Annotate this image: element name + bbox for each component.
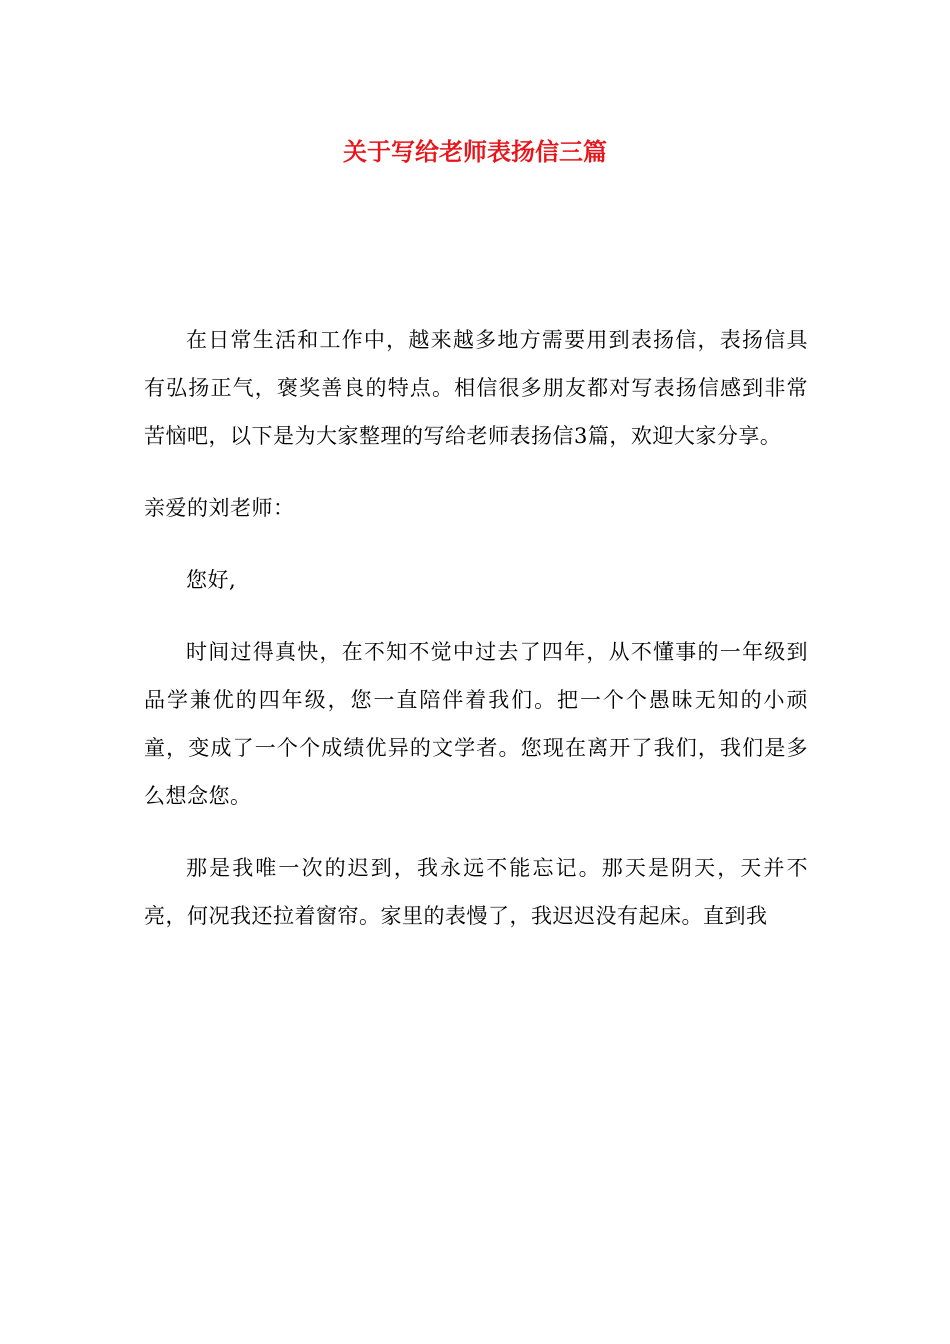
document-body bbox=[144, 316, 808, 964]
greeting: 您好, bbox=[186, 568, 237, 592]
salutation: 亲爱的刘老师： bbox=[144, 496, 295, 520]
intro-paragraph: 在日常生活和工作中，越来越多地方需要用到表扬信，表扬信具有弘扬正气，褒奖善良的特点。相信很多朋友都对写表扬信感到非常苦恼吧，以下是为大家整理的写给老师表扬信3篇，欢迎大家分享。 bbox=[144, 328, 808, 448]
document-title: 关于写给老师表扬信三篇 bbox=[343, 137, 607, 166]
body-paragraph: 那是我唯一次的迟到，我永远不能忘记。那天是阴天，天并不亮，何况我还拉着窗帘。家里的表慢了，我迟迟没有起床。直到我 bbox=[144, 856, 808, 928]
body-paragraph: 时间过得真快，在不知不觉中过去了四年，从不懂事的一年级到品学兼优的四年级，您一直陪伴着我们。把一个个愚昧无知的小顽童，变成了一个个成绩优异的文学者。您现在离开了我们，我们是多么想念您。 bbox=[144, 640, 808, 808]
